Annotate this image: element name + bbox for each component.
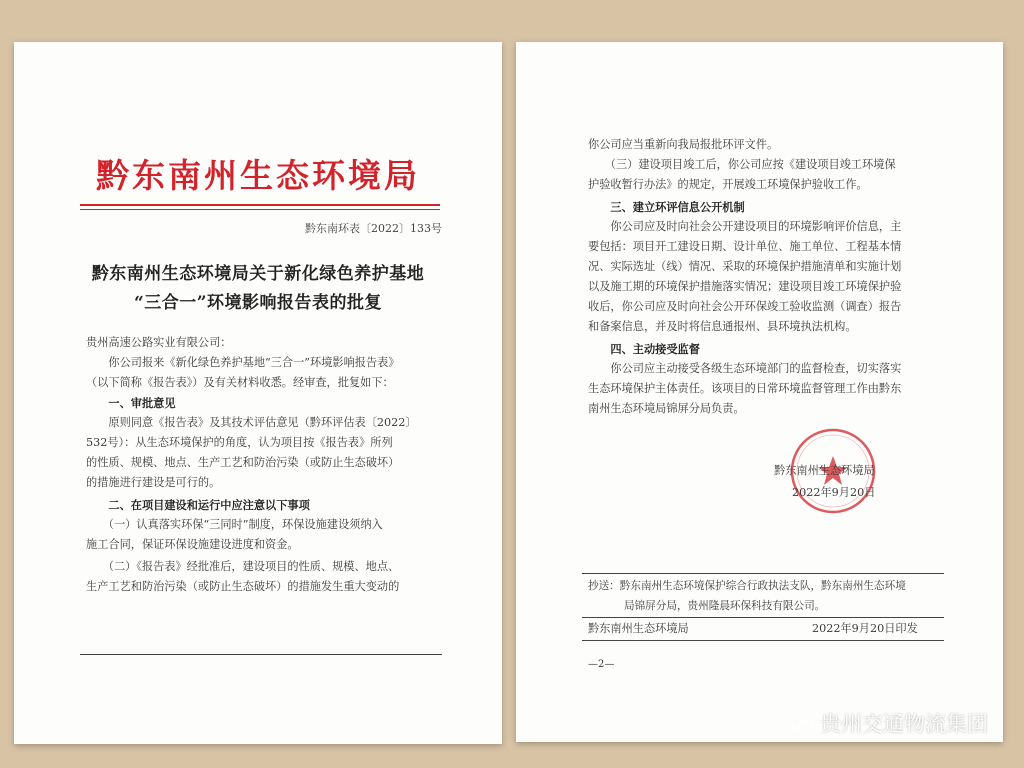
body-line: 南州生态环境局锦屏分局负责。 xyxy=(588,402,745,415)
body-line: 你公司应当重新向我局报批环评文件。 xyxy=(588,138,779,151)
body-line: 施工合同，保证环保设施建设进度和资金。 xyxy=(86,538,299,551)
red-divider-thin xyxy=(80,209,440,210)
document-number: 黔东南环表〔2022〕133号 xyxy=(305,222,442,235)
document-page-1 xyxy=(14,42,502,744)
signatory: 黔东南州生态环境局 xyxy=(774,464,875,477)
signature-date: 2022年9月20日 xyxy=(792,486,876,499)
body-line: （一）认真落实环保“三同时”制度，环保设施建设须纳入 xyxy=(86,518,383,531)
cc-top-rule xyxy=(582,573,944,574)
section-heading-disclosure: 三、建立环评信息公开机制 xyxy=(588,200,745,214)
section-heading-approval: 一、审批意见 xyxy=(86,396,176,410)
section-heading-supervision: 四、主动接受监督 xyxy=(588,342,700,356)
body-line: 况、实际选址（线）情况、采取的环境保护措施清单和实施计划 xyxy=(588,260,902,273)
body-line: 和备案信息，并及时将信息通报州、县环境执法机构。 xyxy=(588,320,857,333)
body-line: 以及施工期的环境保护措施落实情况；建设项目竣工环境保护验 xyxy=(588,280,902,293)
body-line: 你公司应及时向社会公开建设项目的环境影响评价信息，主 xyxy=(588,220,902,233)
footer-print-date: 2022年9月20日印发 xyxy=(812,622,918,635)
page-bottom-rule xyxy=(80,654,442,655)
body-line: 要包括：项目开工建设日期、设计单位、施工单位、工程基本情 xyxy=(588,240,902,253)
body-line: 收后，你公司应及时向社会公开环保竣工验收监测（调查）报告 xyxy=(588,300,902,313)
red-divider-thick xyxy=(80,204,440,206)
body-line: 生产工艺和防治污染（或防止生态破坏）的措施发生重大变动的 xyxy=(86,580,400,593)
page-number: —2— xyxy=(588,659,615,670)
footer-bottom-rule xyxy=(582,640,944,641)
body-line: 生态环境保护主体责任。该项目的日常环境监督管理工作由黔东 xyxy=(588,382,902,395)
body-line: （二）《报告表》经批准后，建设项目的性质、规模、地点、 xyxy=(86,560,400,573)
watermark xyxy=(788,708,988,738)
document-title-line-1: 黔东南州生态环境局关于新化绿色养护基地 xyxy=(91,264,425,284)
body-line: 的措施进行建设是可行的。 xyxy=(86,476,221,489)
document-title-line-2: “三合一”环境影响报告表的批复 xyxy=(133,293,383,313)
body-line: 原则同意《报告表》及其技术评估意见（黔环评估表〔2022〕 xyxy=(86,416,417,429)
body-line: 532号）：从生态环境保护的角度，认为项目按《报告表》所列 xyxy=(86,436,393,449)
body-line: 你公司报来《新化绿色养护基地“三合一”环境影响报告表》 xyxy=(86,356,400,369)
issuer-title: 黔东南州生态环境局 xyxy=(96,156,420,195)
document-page-2 xyxy=(516,42,1003,742)
cc-line-1: 抄送：黔东南州生态环境保护综合行政执法支队，黔东南州生态环境 xyxy=(588,580,906,592)
cc-line-2: 局锦屏分局，贵州隆晨环保科技有限公司。 xyxy=(624,600,826,612)
watermark-text: 贵州交通物流集团 xyxy=(820,712,988,736)
body-line: 护验收暂行办法》的规定，开展竣工环境保护验收工作。 xyxy=(588,178,868,191)
body-line: 你公司应主动接受各级生态环境部门的监督检查，切实落实 xyxy=(588,362,902,375)
footer-issuer: 黔东南州生态环境局 xyxy=(588,622,689,635)
section-heading-matters: 二、在项目建设和运行中应注意以下事项 xyxy=(86,498,310,512)
cc-bottom-rule xyxy=(582,617,944,618)
wechat-icon xyxy=(788,712,814,734)
body-line: 的性质、规模、地点、生产工艺和防治污染（或防止生态破坏） xyxy=(86,456,400,469)
body-line: （三）建设项目竣工后，你公司应按《建设项目竣工环境保 xyxy=(588,158,896,171)
body-line: （以下简称《报告表》）及有关材料收悉。经审查，批复如下： xyxy=(86,376,394,389)
addressee: 贵州高速公路实业有限公司： xyxy=(86,336,232,349)
